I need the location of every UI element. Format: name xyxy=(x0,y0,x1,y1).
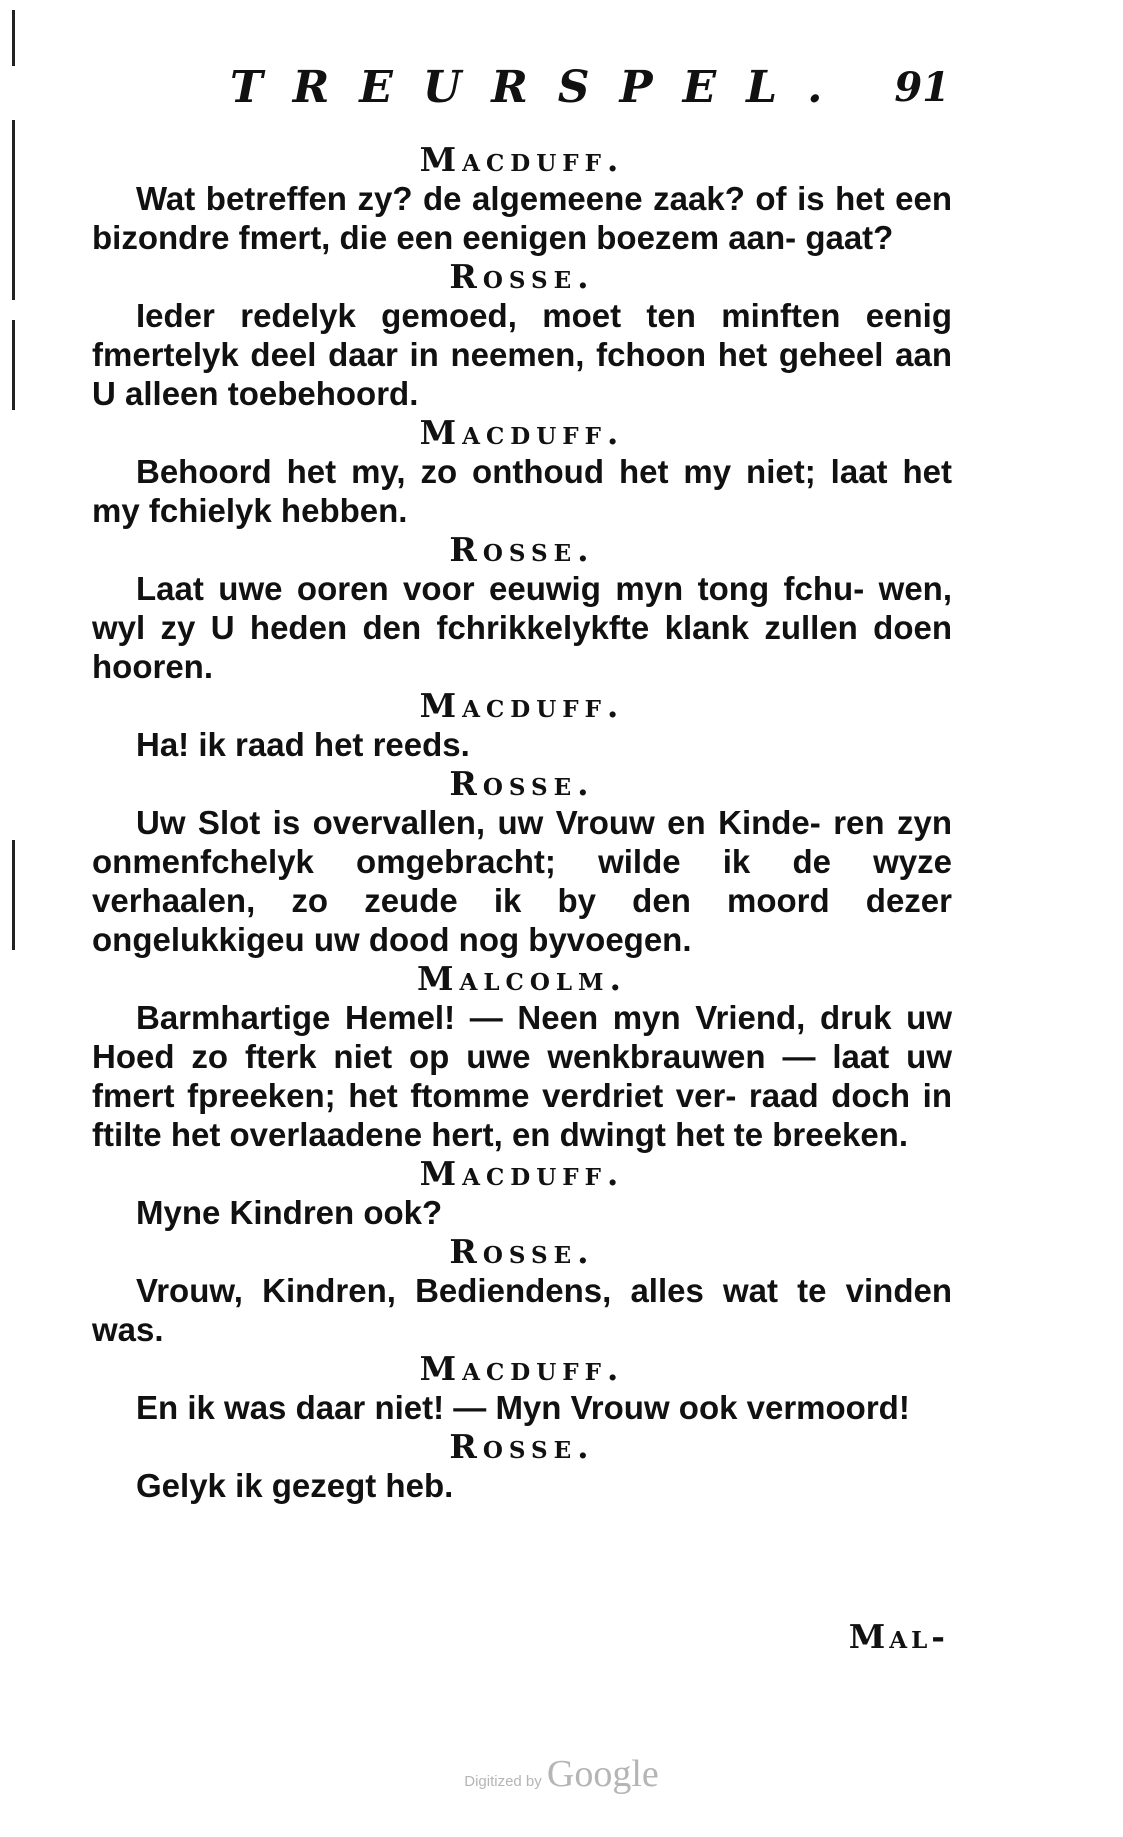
speech-text: Uw Slot is overvallen, uw Vrouw en Kinde- ren zyn onmenfchelyk omgebracht; wilde ik de wyze verhaalen, zo zeude ik by den moord dezer ongelukkigeu uw dood nog byvoegen. xyxy=(92,804,952,958)
running-header xyxy=(230,62,950,122)
catchword: Mal- xyxy=(848,1617,949,1656)
page-edge-mark xyxy=(12,320,15,410)
speech-text: En ik was daar niet! — Myn Vrouw ook vermoord! xyxy=(136,1389,910,1426)
speaker-name: Macduff. xyxy=(419,413,625,452)
speaker-name: Macduff. xyxy=(419,140,625,179)
page-number: 91 xyxy=(894,64,950,111)
page-edge-mark xyxy=(12,10,15,66)
speaker-name: Rosse. xyxy=(449,1232,595,1271)
speech-text: Vrouw, Kindren, Bediendens, alles wat te vinden was. xyxy=(92,1272,952,1348)
speaker-name: Malcolm. xyxy=(416,959,627,998)
running-title: TREURSPEL. xyxy=(230,62,853,113)
speech-text: Behoord het my, zo onthoud het my niet; laat het my fchielyk hebben. xyxy=(92,453,952,529)
speech-text: Laat uwe ooren voor eeuwig myn tong fchu- wen, wyl zy U heden den fchrikkelykfte klank zullen doen hooren. xyxy=(92,570,952,685)
dialogue-text xyxy=(92,140,952,1505)
speech-text: Ha! ik raad het reeds. xyxy=(136,726,470,763)
page-edge-mark xyxy=(12,120,15,300)
digitized-by-label: Digitized by xyxy=(464,1773,542,1790)
speech-text: Barmhartige Hemel! — Neen myn Vriend, druk uw Hoed zo fterk niet op uwe wenkbrauwen — laat uw fmert fpreeken; het ftomme verdriet ver- raad doch in ftilte het overlaadene hert, en dwingt het te breeken. xyxy=(92,999,952,1153)
page-edge-mark xyxy=(12,840,15,950)
speaker-name: Rosse. xyxy=(449,1427,595,1466)
speech-text: Wat betreffen zy? de algemeene zaak? of is het een bizondre fmert, die een eenigen boezem aan- gaat? xyxy=(92,180,952,256)
speaker-name: Rosse. xyxy=(449,257,595,296)
speaker-name: Macduff. xyxy=(419,1349,625,1388)
speaker-name: Rosse. xyxy=(449,764,595,803)
speaker-name: Macduff. xyxy=(419,686,625,725)
speech-text: Gelyk ik gezegt heb. xyxy=(136,1467,454,1504)
speaker-name: Macduff. xyxy=(419,1154,625,1193)
google-logo: Google xyxy=(546,1753,659,1795)
speaker-name: Rosse. xyxy=(449,530,595,569)
speech-text: Myne Kindren ook? xyxy=(136,1194,443,1231)
speech-text: Ieder redelyk gemoed, moet ten minften eenig fmertelyk deel daar in neemen, fchoon het geheel aan U alleen toebehoord. xyxy=(92,297,952,412)
digitization-footer xyxy=(0,1752,1123,1796)
